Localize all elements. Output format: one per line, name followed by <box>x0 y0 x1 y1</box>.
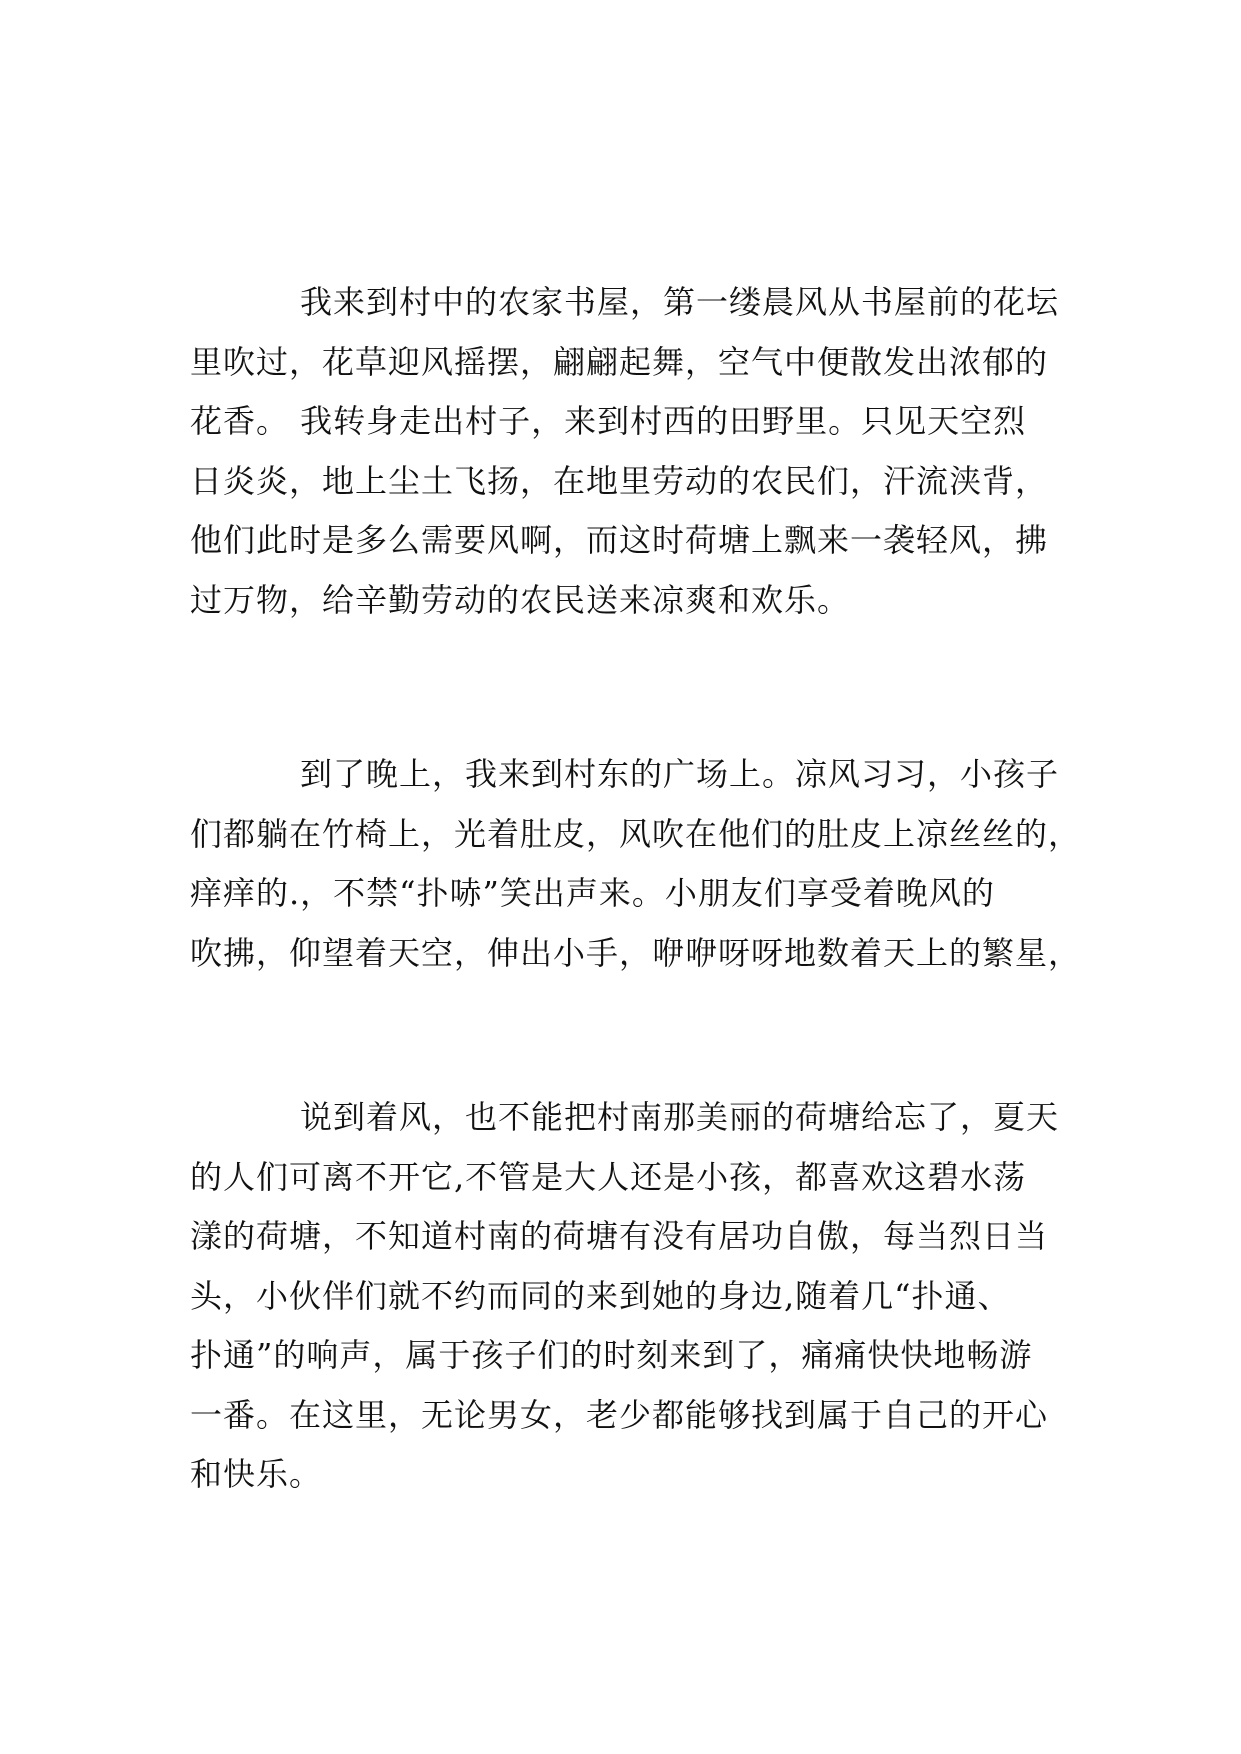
text-line: 一番。在这里，无论男女，老少都能够找到属于自己的开心 <box>190 1395 1049 1434</box>
text-line: 痒痒的.，不禁“扑哧”笑出声来。小朋友们享受着晚风的 <box>190 874 995 912</box>
text-line: 花香。 我转身走出村子，来到村西的田野里。只见天空烈 <box>190 402 1027 440</box>
text-line: 们都躺在竹椅上，光着肚皮，风吹在他们的肚皮上凉丝丝的， <box>190 814 1082 853</box>
text-line: 吹拂，仰望着天空，伸出小手，咿咿呀呀地数着天上的繁星， <box>190 933 1082 972</box>
text-line: 的人们可离不开它,不管是大人还是小孩，都喜欢这碧水荡 <box>190 1157 1027 1196</box>
paragraph-morning <box>190 273 1070 630</box>
text-line: 里吹过，花草迎风摇摆，翩翩起舞，空气中便散发出浓郁的 <box>190 342 1049 381</box>
paragraph-lotus-pond <box>190 1088 1070 1505</box>
text-line: 漾的荷塘，不知道村南的荷塘有没有居功自傲，每当烈日当 <box>190 1217 1049 1255</box>
text-line: 他们此时是多么需要风啊，而这时荷塘上飘来一袭轻风，拂 <box>190 521 1049 559</box>
paragraph-evening <box>190 745 1082 983</box>
text-line: 我来到村中的农家书屋，第一缕晨风从书屋前的花坛 <box>300 283 1060 321</box>
text-line: 日炎炎，地上尘土飞扬，在地里劳动的农民们，汗流浃背， <box>190 461 1049 500</box>
text-line: 过万物，给辛勤劳动的农民送来凉爽和欢乐。 <box>190 580 851 619</box>
text-line: 扑通”的响声，属于孩子们的时刻来到了，痛痛快快地畅游 <box>190 1336 1033 1374</box>
text-line: 和快乐。 <box>190 1455 323 1493</box>
text-line: 说到着风，也不能把村南那美丽的荷塘给忘了，夏天 <box>300 1098 1060 1136</box>
text-line: 到了晚上，我来到村东的广场上。凉风习习，小孩子 <box>300 755 1060 793</box>
text-line: 头，小伙伴们就不约而同的来到她的身边,随着几“扑通、 <box>190 1276 1011 1315</box>
